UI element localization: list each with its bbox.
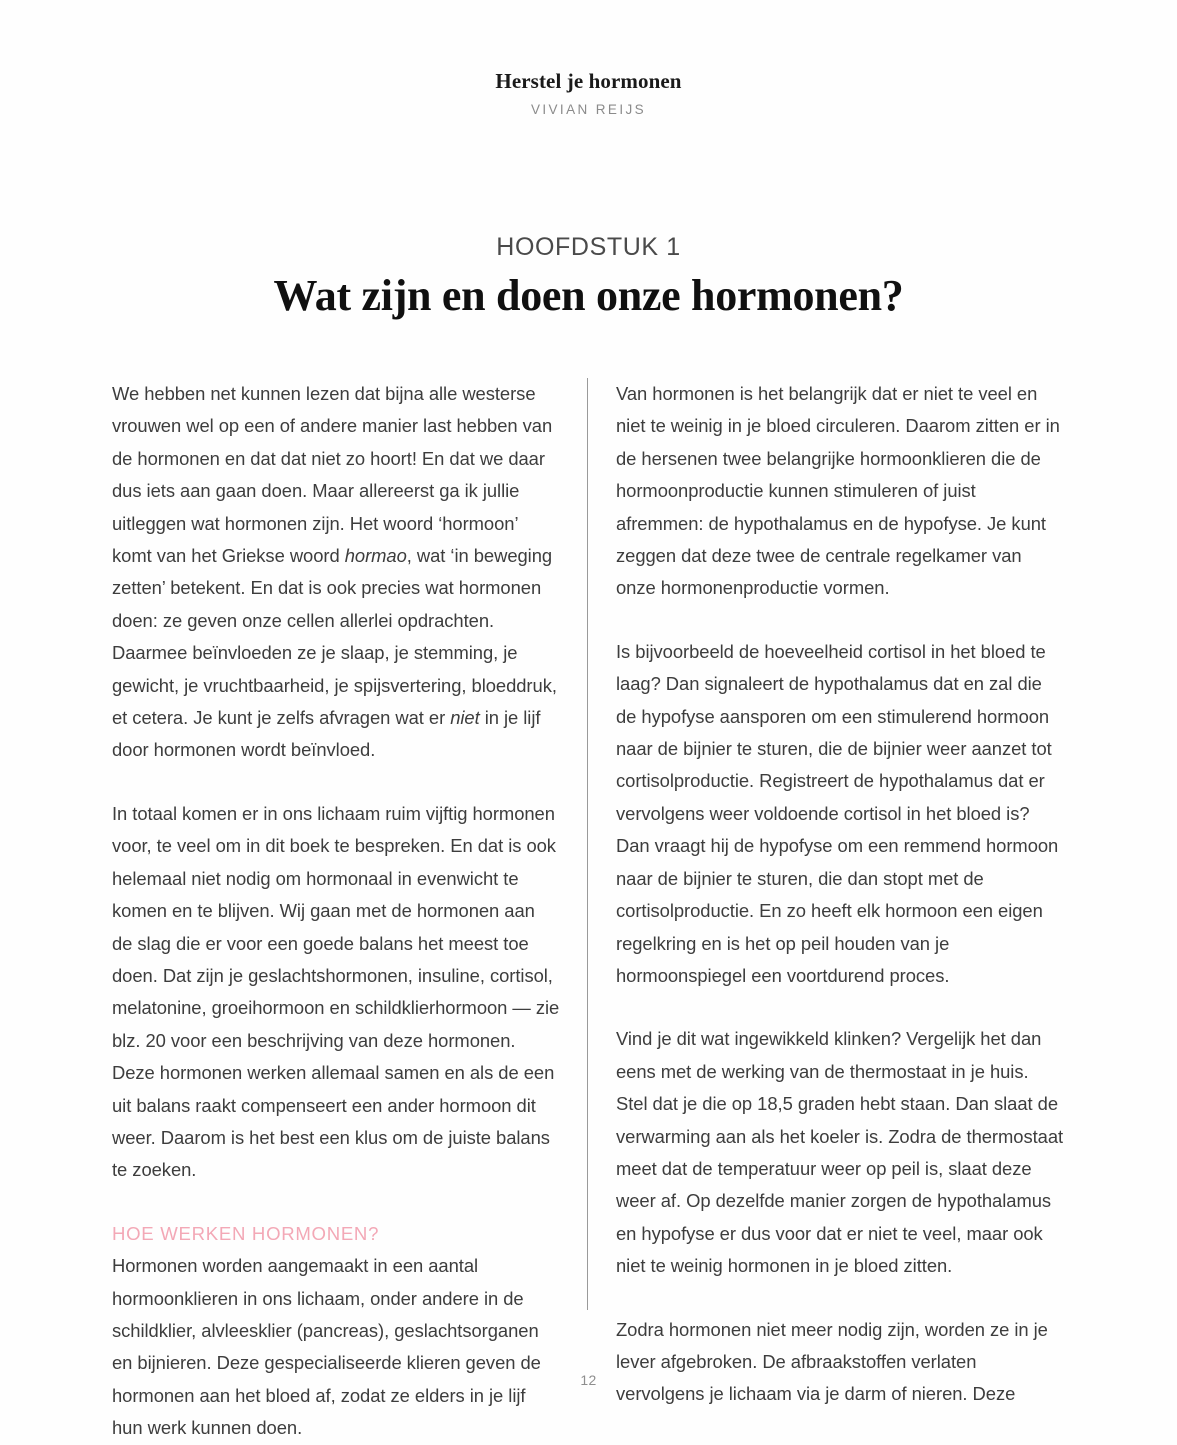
section-subheading: HOE WERKEN HORMONEN? <box>112 1222 380 1244</box>
chapter-title: Wat zijn en doen onze hormonen? <box>273 271 904 320</box>
paragraph-text-run: in je lijf door hormonen wordt beïnvloed. <box>112 707 541 761</box>
paragraph-thermostat-analogy: Vind je dit wat ingewikkeld klinken? Vergelijk het dan eens met de werking van de thermostaat in je huis. Stel dat je die op 18,5 graden hebt staan. Dan slaat de verwarming aan als het koeler is. Zodra de thermostaat meet dat de temperatuur weer op peil is, slaat deze weer af. Op dezelfde manier zorgen de hypothalamus en hypofyse er dus voor dat er niet te veel, maar ook niet te weinig hormonen in je bloed zitten. <box>616 1028 1064 1277</box>
paragraph-intro <box>112 378 560 767</box>
paragraph-text-run: , wat ‘in beweging zetten’ betekent. En dat is ook precies wat hormonen doen: ze geven onze cellen allerlei opdrachten. Daarmee beïnvloeden ze je slaap, je stemming, je gewicht, je vruchtbaarheid, je spijsvertering, bloeddruk, et cetera. Je kunt je zelfs afvragen wat er <box>112 545 557 729</box>
paragraph-breakdown: Zodra hormonen niet meer nodig zijn, worden ze in je lever afgebroken. De afbraakstoffen verlaten vervolgens je lichaam via je darm of nieren. Deze <box>616 1318 1048 1405</box>
running-head <box>0 70 1177 118</box>
italic-term-hormao: hormao <box>344 545 407 567</box>
italic-term-niet: niet <box>450 707 480 729</box>
paragraph-hormone-overview: In totaal komen er in ons lichaam ruim vijftig hormonen voor, te veel om in dit boek te bespreken. En dat is ook helemaal niet nodig om hormonaal in evenwicht te komen en te blijven. Wij gaan met de hormonen aan de slag die er voor een goede balans het meest toe doen. Dat zijn je geslachtshormonen, insuline, cortisol, melatonine, groeihormoon en schildklierhormoon — zie blz. 20 voor een beschrijving van deze hormonen. Deze hormonen werken allemaal samen en als de een uit balans raakt compenseert een ander hormoon dit weer. Daarom is het best een klus om de juiste balans te zoeken. <box>112 802 560 1181</box>
paragraph-cortisol-loop: Is bijvoorbeeld de hoeveelheid cortisol in het bloed te laag? Dan signaleert de hypothalamus dat en zal die de hypofyse aansporen om een stimulerend hormoon naar de bijnier te sturen, die de bijnier weer aanzet tot cortisolproductie. Registreert de hypothalamus dat er vervolgens weer voldoende cortisol in het bloed is? Dan vraagt hij de hypofyse om een remmend hormoon naar de bijnier te sturen, die dan stopt met de cortisolproductie. En zo heeft elk hormoon een eigen regelkring en is het op peil houden van je hormoonspiegel een voortdurend proces. <box>616 640 1059 986</box>
page-number: 12 <box>580 1372 597 1388</box>
left-column <box>112 378 560 1445</box>
chapter-label: HOOFDSTUK 1 <box>496 233 681 261</box>
book-title: Herstel je hormonen <box>495 69 682 93</box>
two-column-body <box>112 378 1065 1445</box>
paragraph-text-run: We hebben net kunnen lezen dat bijna alle westerse vrouwen wel op een of andere manier last hebben van de hormonen en dat dat niet zo hoort! En dat we daar dus iets aan gaan doen. Maar allereerst ga ik jullie uitleggen wat hormonen zijn. Het woord ‘hormoon’ komt van het Griekse woord <box>112 383 553 567</box>
paragraph-circulation: Van hormonen is het belangrijk dat er niet te veel en niet te weinig in je bloed circuleren. Daarom zitten er in de hersenen twee belangrijke hormoonklieren die de hormoonproductie kunnen stimuleren of juist afremmen: de hypothalamus en de hypofyse. Je kunt zeggen dat deze twee de centrale regelkamer van onze hormonenproductie vormen. <box>616 383 1060 599</box>
column-divider <box>587 378 588 1310</box>
chapter-heading-block <box>0 232 1177 350</box>
right-column <box>616 378 1064 1445</box>
author-name: VIVIAN REIJS <box>530 102 647 118</box>
paragraph-glands: Hormonen worden aangemaakt in een aantal hormoonklieren in ons lichaam, onder andere in de schildklier, alvleesklier (pancreas), geslachtsorganen en bijnieren. Deze gespecialiseerde klieren geven de hormonen aan het bloed af, zodat ze elders in je lijf hun werk kunnen doen. <box>112 1255 541 1439</box>
